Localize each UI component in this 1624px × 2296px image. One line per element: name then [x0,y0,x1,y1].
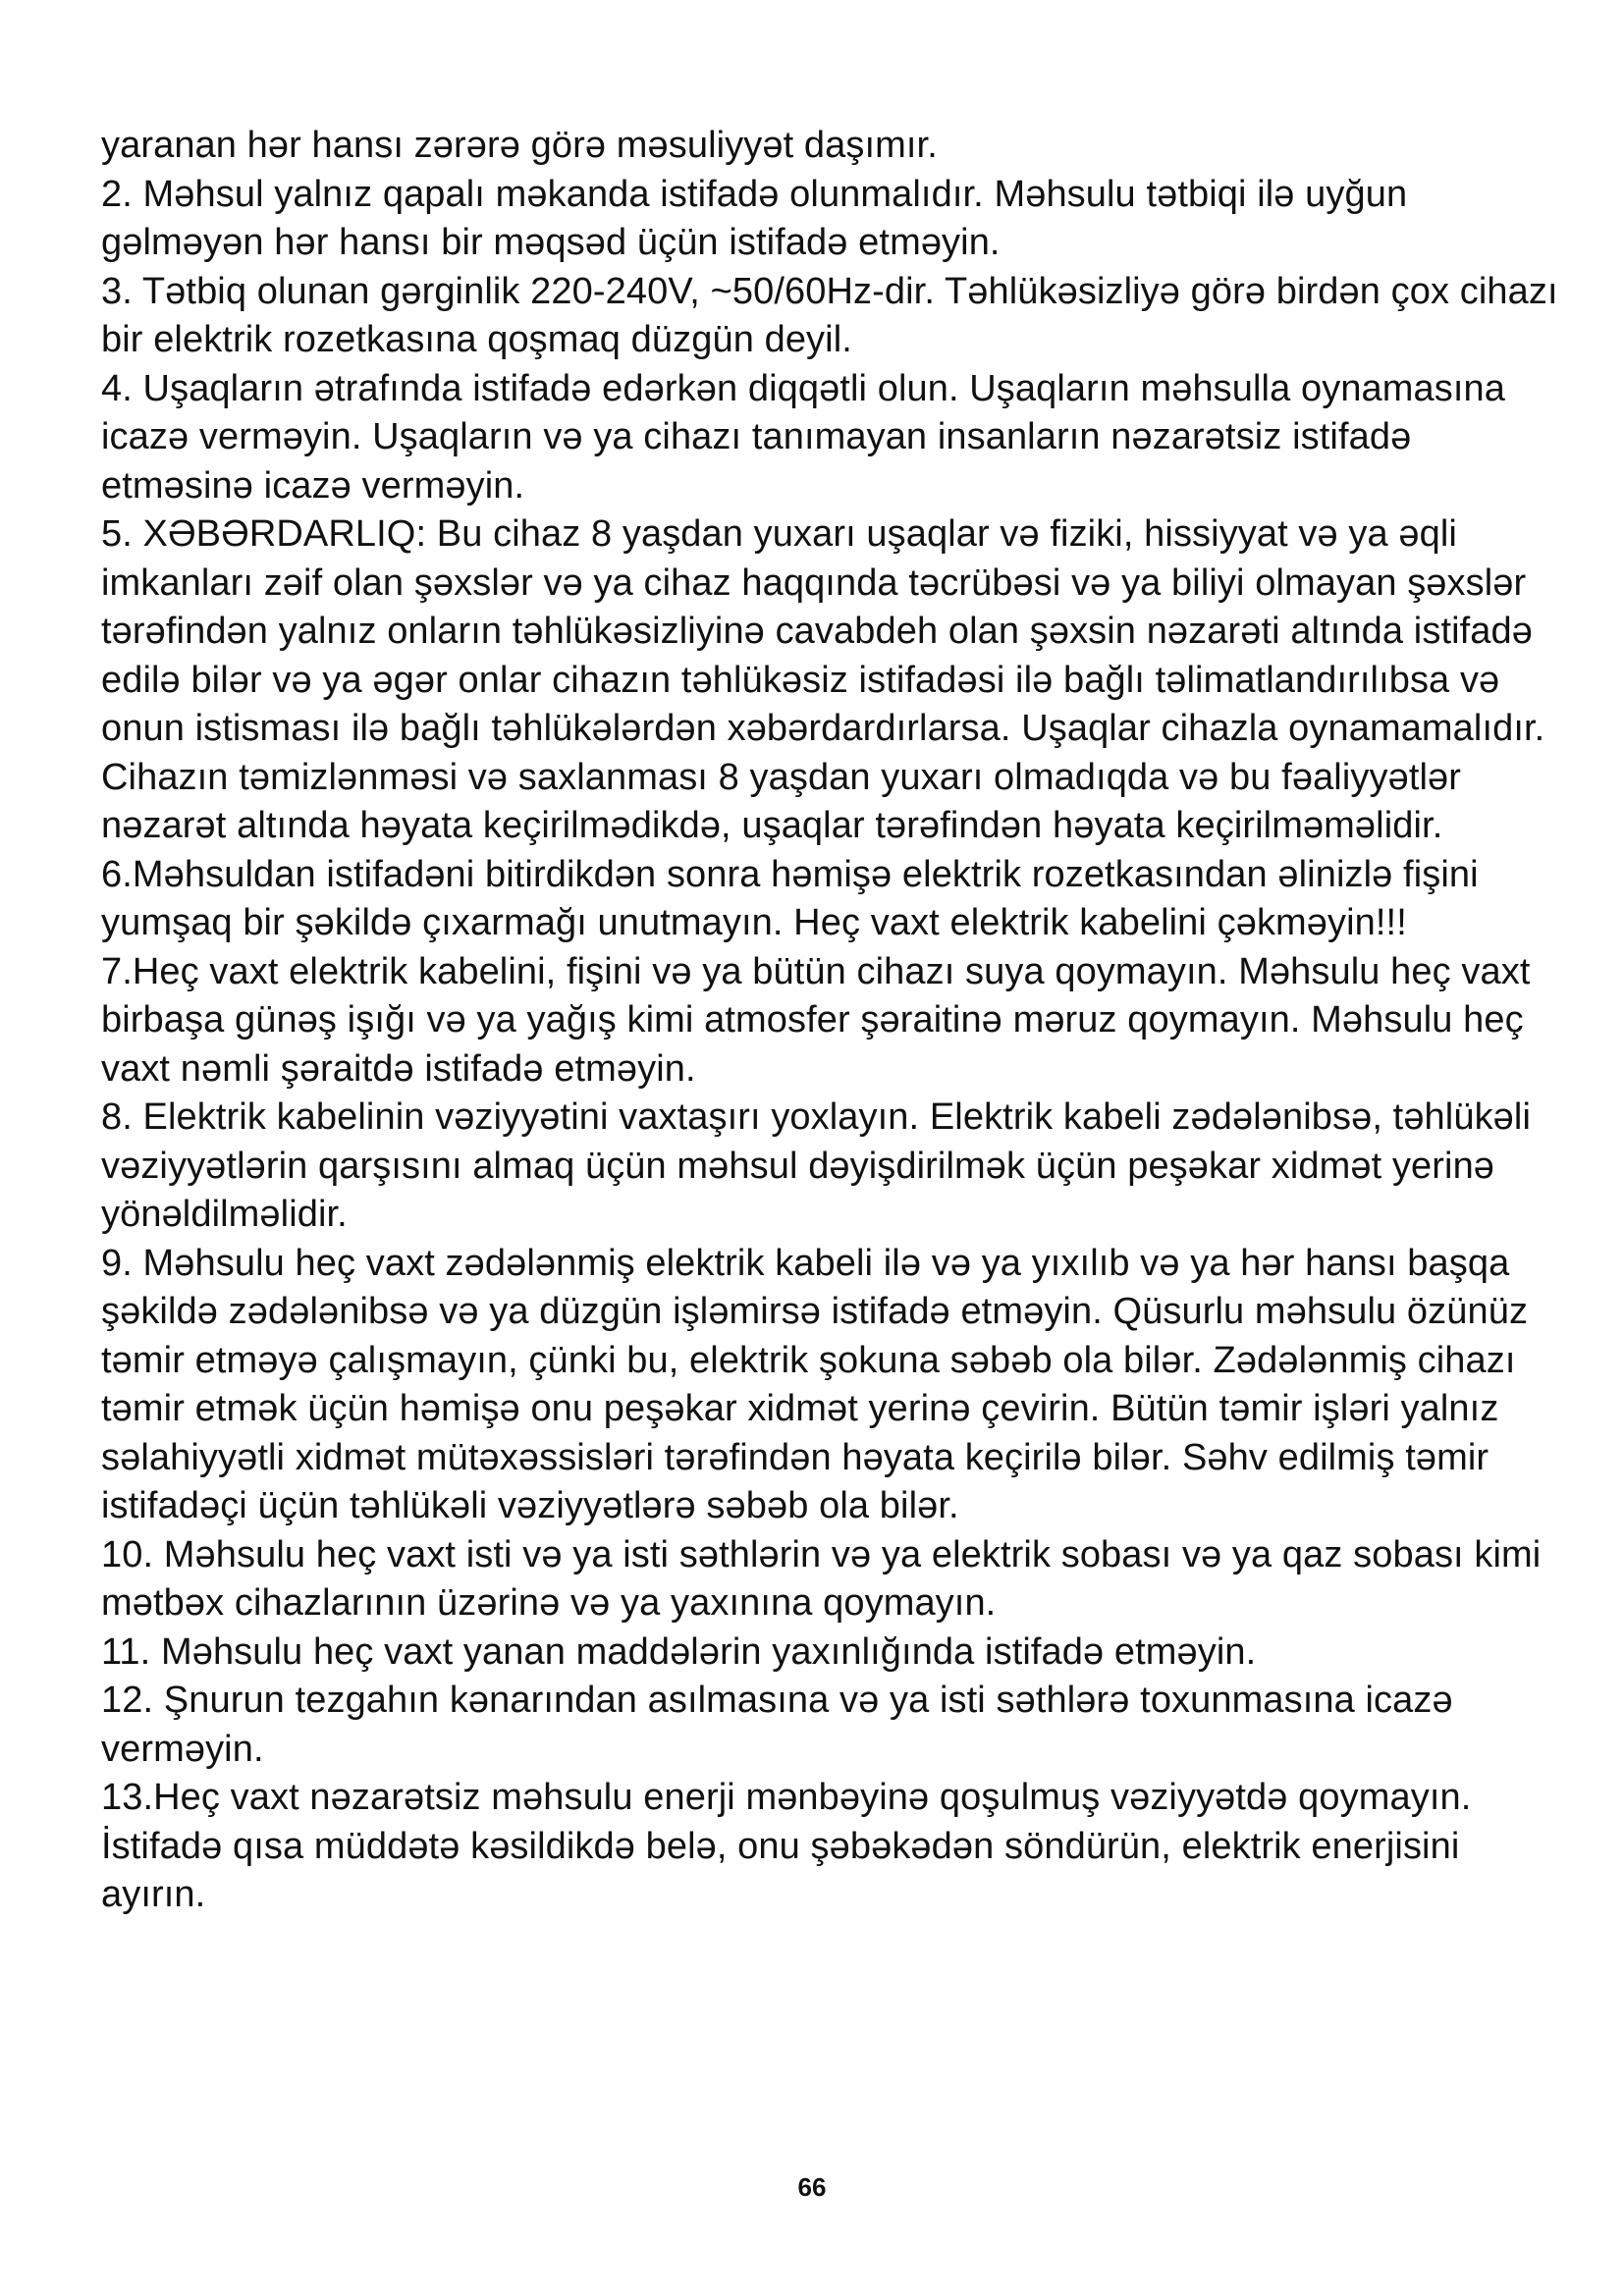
page-number: 66 [797,2172,827,2202]
paragraph-item-3: 3. Tətbiq olunan gərginlik 220-240V, ~50/60Hz-dir. Təhlükəsizliyə görə birdən çox cihazı bir elektrik rozetkasına qoşmaq düzgün deyil. [101,270,1558,360]
paragraph-item-10: 10. Məhsulu heç vaxt isti və ya isti səthlərin və ya elektrik sobası və ya qaz sobası kimi mətbəx cihazlarının üzərinə və ya yaxınına qoymayın. [101,1533,1542,1624]
paragraph-item-13: 13.Heç vaxt nəzarətsiz məhsulu enerji mənbəyinə qoşulmuş vəziyyətdə qoymayın. İstifadə qısa müddətə kəsildikdə belə, onu şəbəkədən söndürün, elektrik enerjisini ayırın. [101,1777,1472,1915]
paragraph-item-7: 7.Heç vaxt elektrik kabelini, fişini və ya bütün cihazı suya qoymayın. Məhsulu heç vaxt birbaşa günəş işığı və ya yağış kimi atmosfer şəraitinə məruz qoymayın. Məhsulu heç vaxt nəmli şəraitdə istifadə etməyin. [101,950,1531,1090]
safety-instructions-text [101,122,1564,1920]
paragraph-item-5-warning: 5. XƏBƏRDARLIQ: Bu cihaz 8 yaşdan yuxarı uşaqlar və fiziki, hissiyyat və ya əqli imkanları zəif olan şəxslər və ya cihaz haqqında təcrübəsi və ya biliyi olmayan şəxslər tərəfindən yalnız onların təhlükəsizliyinə cavabdeh olan şəxsin nəzarəti altında istifadə edilə bilər və ya əgər onlar cihazın təhlükəsiz istifadəsi ilə bağlı təlimatlandırılıbsa və onun istisması ilə bağlı təhlükələrdən xəbərdardırlarsa. Uşaqlar cihazla oynamamalıdır. Cihazın təmizlənməsi və saxlanması 8 yaşdan yuxarı olmadıqda və bu fəaliyyətlər nəzarət altında həyata keçirilmədikdə, uşaqlar tərəfindən həyata keçirilməməlidir. [101,513,1545,846]
paragraph-item-9: 9. Məhsulu heç vaxt zədələnmiş elektrik kabeli ilə və ya yıxılıb və ya hər hansı başqa şəkildə zədələnibsə və ya düzgün işləmirsə istifadə etməyin. Qüsurlu məhsulu özünüz təmir etməyə çalışmayın, çünki bu, elektrik şokuna səbəb ola bilər. Zədələnmiş cihazı təmir etmək üçün həmişə onu peşəkar xidmət yerinə çevirin. Bütün təmir işləri yalnız səlahiyyətli xidmət mütəxəssisləri tərəfindən həyata keçirilə bilər. Səhv edilmiş təmir istifadəçi üçün təhlükəli vəziyyətlərə səbəb ola bilər. [101,1242,1529,1526]
paragraph-item-11: 11. Məhsulu heç vaxt yanan maddələrin yaxınlığında istifadə etməyin. [101,1630,1257,1673]
paragraph-item-2: 2. Məhsul yalnız qapalı məkanda istifadə olunmalıdır. Məhsulu tətbiqi ilə uyğun gəlməyən hər hansı bir məqsəd üçün istifadə etməyin. [101,173,1408,263]
paragraph-item-12: 12. Şnurun tezgahın kənarından asılmasına və ya isti səthlərə toxunmasına icazə verməyin. [101,1680,1453,1770]
paragraph-item-4: 4. Uşaqların ətrafında istifadə edərkən diqqətli olun. Uşaqların məhsulla oynamasına icazə verməyin. Uşaqların və ya cihazı tanımayan insanların nəzarətsiz istifadə etməsinə icazə verməyin. [101,367,1506,507]
paragraph-continuation: yaranan hər hansı zərərə görə məsuliyyət daşımır. [101,125,938,166]
paragraph-item-6: 6.Məhsuldan istifadəni bitirdikdən sonra həmişə elektrik rozetkasından əlinizlə fişini yumşaq bir şəkildə çıxarmağı unutmayın. Heç vaxt elektrik kabelini çəkməyin!!! [101,853,1479,943]
paragraph-item-8: 8. Elektrik kabelinin vəziyyətini vaxtaşırı yoxlayın. Elektrik kabeli zədələnibsə, təhlükəli vəziyyətlərin qarşısını almaq üçün məhsul dəyişdirilmək üçün peşəkar xidmət yerinə yönəldilməlidir. [101,1096,1531,1235]
